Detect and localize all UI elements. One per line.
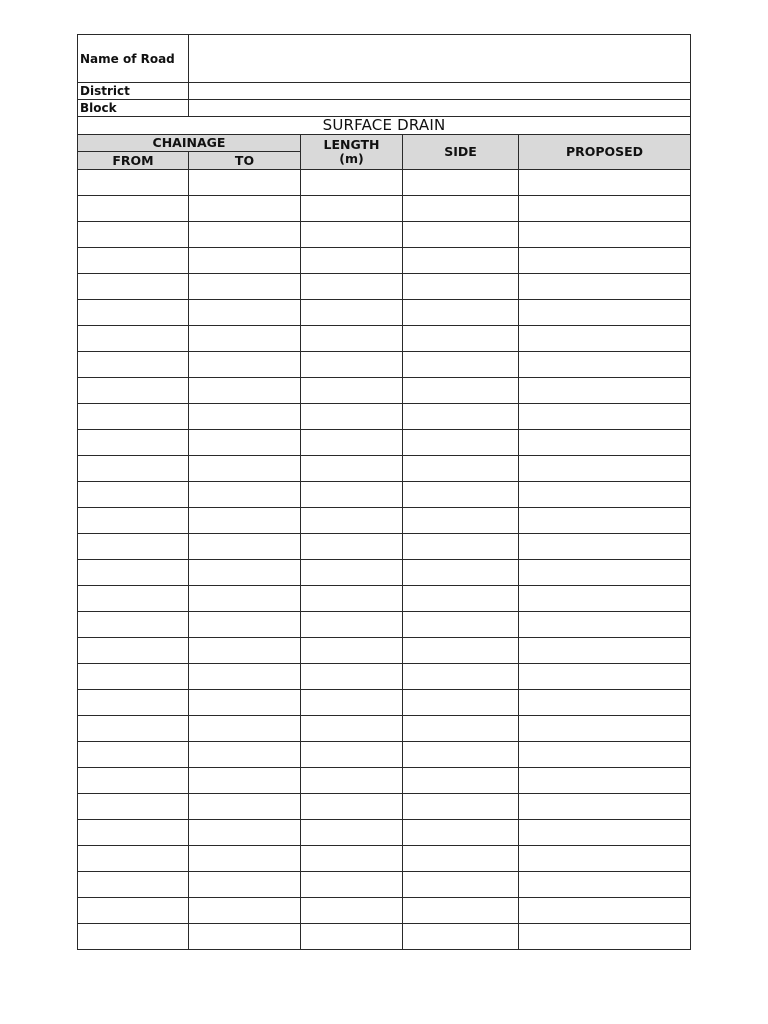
proposed-cell[interactable]	[519, 716, 691, 742]
from-cell[interactable]	[78, 326, 189, 352]
proposed-cell[interactable]	[519, 586, 691, 612]
from-cell[interactable]	[78, 430, 189, 456]
side-cell[interactable]	[403, 170, 519, 196]
side-cell[interactable]	[403, 222, 519, 248]
to-cell[interactable]	[189, 534, 301, 560]
side-cell[interactable]	[403, 378, 519, 404]
district-field[interactable]	[189, 83, 691, 100]
to-cell[interactable]	[189, 196, 301, 222]
table-row	[78, 378, 691, 404]
to-cell[interactable]	[189, 456, 301, 482]
name-of-road-field[interactable]	[189, 35, 691, 83]
to-cell[interactable]	[189, 404, 301, 430]
to-cell[interactable]	[189, 482, 301, 508]
to-cell[interactable]	[189, 352, 301, 378]
from-cell[interactable]	[78, 638, 189, 664]
to-cell[interactable]	[189, 612, 301, 638]
proposed-cell[interactable]	[519, 508, 691, 534]
proposed-cell[interactable]	[519, 742, 691, 768]
length-cell[interactable]	[301, 820, 403, 846]
proposed-cell[interactable]	[519, 404, 691, 430]
length-cell[interactable]	[301, 378, 403, 404]
side-cell[interactable]	[403, 274, 519, 300]
from-cell[interactable]	[78, 222, 189, 248]
from-cell[interactable]	[78, 534, 189, 560]
side-cell[interactable]	[403, 482, 519, 508]
side-cell[interactable]	[403, 820, 519, 846]
proposed-cell[interactable]	[519, 612, 691, 638]
table-row	[78, 430, 691, 456]
length-cell[interactable]	[301, 170, 403, 196]
to-cell[interactable]	[189, 638, 301, 664]
proposed-cell[interactable]	[519, 924, 691, 950]
table-row	[78, 586, 691, 612]
table-row	[78, 300, 691, 326]
table-row	[78, 404, 691, 430]
table-row	[78, 612, 691, 638]
from-cell[interactable]	[78, 846, 189, 872]
side-cell[interactable]	[403, 456, 519, 482]
to-cell[interactable]	[189, 794, 301, 820]
length-cell[interactable]	[301, 352, 403, 378]
district-row	[78, 83, 691, 100]
to-cell[interactable]	[189, 508, 301, 534]
to-cell[interactable]	[189, 742, 301, 768]
length-cell[interactable]	[301, 560, 403, 586]
from-cell[interactable]	[78, 508, 189, 534]
from-cell[interactable]	[78, 352, 189, 378]
form-title: SURFACE DRAIN	[78, 117, 691, 135]
block-label: Block	[78, 100, 189, 117]
side-cell[interactable]	[403, 872, 519, 898]
table-row	[78, 222, 691, 248]
from-cell[interactable]	[78, 872, 189, 898]
proposed-cell[interactable]	[519, 898, 691, 924]
from-header: FROM	[78, 152, 189, 170]
length-cell[interactable]	[301, 716, 403, 742]
side-cell[interactable]	[403, 248, 519, 274]
table-row	[78, 508, 691, 534]
table-row	[78, 248, 691, 274]
from-cell[interactable]	[78, 690, 189, 716]
side-cell[interactable]	[403, 664, 519, 690]
name-of-road-label: Name of Road	[78, 35, 189, 83]
to-cell[interactable]	[189, 274, 301, 300]
to-cell[interactable]	[189, 872, 301, 898]
proposed-cell[interactable]	[519, 560, 691, 586]
table-row	[78, 820, 691, 846]
to-cell[interactable]	[189, 430, 301, 456]
table-row	[78, 664, 691, 690]
proposed-cell[interactable]	[519, 326, 691, 352]
to-cell[interactable]	[189, 846, 301, 872]
length-cell[interactable]	[301, 300, 403, 326]
side-cell[interactable]	[403, 508, 519, 534]
header-row-1	[78, 135, 691, 152]
length-cell[interactable]	[301, 586, 403, 612]
side-cell[interactable]	[403, 768, 519, 794]
to-cell[interactable]	[189, 560, 301, 586]
table-row	[78, 196, 691, 222]
to-cell[interactable]	[189, 326, 301, 352]
form-table	[77, 34, 691, 950]
side-cell[interactable]	[403, 690, 519, 716]
to-cell[interactable]	[189, 924, 301, 950]
length-cell[interactable]	[301, 638, 403, 664]
proposed-header: PROPOSED	[519, 135, 691, 170]
table-row	[78, 482, 691, 508]
length-cell[interactable]	[301, 482, 403, 508]
from-cell[interactable]	[78, 378, 189, 404]
table-row	[78, 638, 691, 664]
proposed-cell[interactable]	[519, 352, 691, 378]
side-cell[interactable]	[403, 534, 519, 560]
length-cell[interactable]	[301, 612, 403, 638]
table-row	[78, 768, 691, 794]
from-cell[interactable]	[78, 768, 189, 794]
table-row	[78, 274, 691, 300]
to-cell[interactable]	[189, 378, 301, 404]
from-cell[interactable]	[78, 482, 189, 508]
table-row	[78, 872, 691, 898]
side-cell[interactable]	[403, 430, 519, 456]
length-header	[301, 135, 403, 170]
side-cell[interactable]	[403, 898, 519, 924]
proposed-cell[interactable]	[519, 274, 691, 300]
side-cell[interactable]	[403, 846, 519, 872]
from-cell[interactable]	[78, 586, 189, 612]
table-row	[78, 560, 691, 586]
length-cell[interactable]	[301, 508, 403, 534]
district-label: District	[78, 83, 189, 100]
to-cell[interactable]	[189, 170, 301, 196]
length-cell[interactable]	[301, 742, 403, 768]
chainage-header: CHAINAGE	[78, 135, 301, 152]
side-cell[interactable]	[403, 326, 519, 352]
from-cell[interactable]	[78, 456, 189, 482]
from-cell[interactable]	[78, 248, 189, 274]
from-cell[interactable]	[78, 742, 189, 768]
proposed-cell[interactable]	[519, 248, 691, 274]
to-cell[interactable]	[189, 820, 301, 846]
table-row	[78, 690, 691, 716]
length-cell[interactable]	[301, 274, 403, 300]
table-row	[78, 924, 691, 950]
proposed-cell[interactable]	[519, 378, 691, 404]
proposed-cell[interactable]	[519, 430, 691, 456]
from-cell[interactable]	[78, 794, 189, 820]
table-row	[78, 456, 691, 482]
surface-drain-form	[77, 34, 690, 950]
length-cell[interactable]	[301, 534, 403, 560]
from-cell[interactable]	[78, 196, 189, 222]
from-cell[interactable]	[78, 716, 189, 742]
to-cell[interactable]	[189, 664, 301, 690]
side-cell[interactable]	[403, 196, 519, 222]
to-cell[interactable]	[189, 586, 301, 612]
proposed-cell[interactable]	[519, 768, 691, 794]
side-cell[interactable]	[403, 924, 519, 950]
title-row	[78, 117, 691, 135]
length-cell[interactable]	[301, 404, 403, 430]
proposed-cell[interactable]	[519, 638, 691, 664]
length-cell[interactable]	[301, 222, 403, 248]
proposed-cell[interactable]	[519, 300, 691, 326]
name-of-road-row	[78, 35, 691, 83]
side-cell[interactable]	[403, 352, 519, 378]
from-cell[interactable]	[78, 924, 189, 950]
to-cell[interactable]	[189, 768, 301, 794]
to-cell[interactable]	[189, 248, 301, 274]
length-cell[interactable]	[301, 664, 403, 690]
from-cell[interactable]	[78, 170, 189, 196]
proposed-cell[interactable]	[519, 482, 691, 508]
to-header: TO	[189, 152, 301, 170]
to-cell[interactable]	[189, 300, 301, 326]
from-cell[interactable]	[78, 404, 189, 430]
to-cell[interactable]	[189, 222, 301, 248]
length-cell[interactable]	[301, 872, 403, 898]
side-cell[interactable]	[403, 612, 519, 638]
proposed-cell[interactable]	[519, 196, 691, 222]
side-cell[interactable]	[403, 716, 519, 742]
from-cell[interactable]	[78, 664, 189, 690]
side-cell[interactable]	[403, 742, 519, 768]
length-cell[interactable]	[301, 430, 403, 456]
from-cell[interactable]	[78, 274, 189, 300]
from-cell[interactable]	[78, 820, 189, 846]
table-row	[78, 170, 691, 196]
side-cell[interactable]	[403, 586, 519, 612]
proposed-cell[interactable]	[519, 170, 691, 196]
table-row	[78, 716, 691, 742]
length-cell[interactable]	[301, 326, 403, 352]
length-header-line2: (m)	[339, 151, 364, 166]
side-cell[interactable]	[403, 794, 519, 820]
table-row	[78, 742, 691, 768]
to-cell[interactable]	[189, 898, 301, 924]
length-cell[interactable]	[301, 456, 403, 482]
from-cell[interactable]	[78, 612, 189, 638]
proposed-cell[interactable]	[519, 794, 691, 820]
length-cell[interactable]	[301, 768, 403, 794]
side-cell[interactable]	[403, 404, 519, 430]
proposed-cell[interactable]	[519, 222, 691, 248]
table-row	[78, 794, 691, 820]
length-header-line1: LENGTH	[323, 137, 380, 152]
table-row	[78, 846, 691, 872]
block-field[interactable]	[189, 100, 691, 117]
length-cell[interactable]	[301, 924, 403, 950]
to-cell[interactable]	[189, 716, 301, 742]
proposed-cell[interactable]	[519, 456, 691, 482]
side-cell[interactable]	[403, 300, 519, 326]
proposed-cell[interactable]	[519, 820, 691, 846]
proposed-cell[interactable]	[519, 664, 691, 690]
from-cell[interactable]	[78, 560, 189, 586]
length-cell[interactable]	[301, 248, 403, 274]
side-cell[interactable]	[403, 560, 519, 586]
table-row	[78, 326, 691, 352]
side-header: SIDE	[403, 135, 519, 170]
length-cell[interactable]	[301, 898, 403, 924]
length-cell[interactable]	[301, 196, 403, 222]
side-cell[interactable]	[403, 638, 519, 664]
table-row	[78, 898, 691, 924]
length-cell[interactable]	[301, 794, 403, 820]
to-cell[interactable]	[189, 690, 301, 716]
proposed-cell[interactable]	[519, 534, 691, 560]
block-row	[78, 100, 691, 117]
proposed-cell[interactable]	[519, 872, 691, 898]
length-cell[interactable]	[301, 846, 403, 872]
proposed-cell[interactable]	[519, 846, 691, 872]
from-cell[interactable]	[78, 898, 189, 924]
proposed-cell[interactable]	[519, 690, 691, 716]
table-row	[78, 352, 691, 378]
length-cell[interactable]	[301, 690, 403, 716]
from-cell[interactable]	[78, 300, 189, 326]
table-row	[78, 534, 691, 560]
